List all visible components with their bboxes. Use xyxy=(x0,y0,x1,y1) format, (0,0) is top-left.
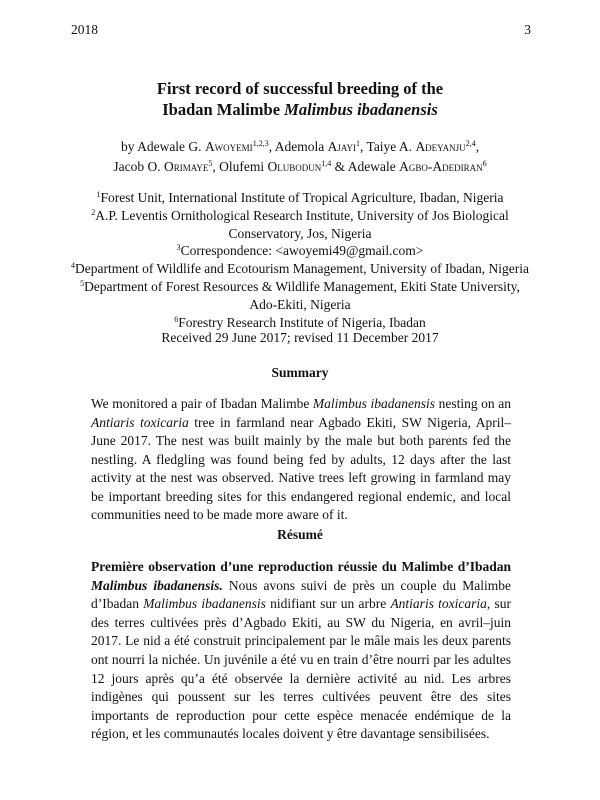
summary-paragraph: We monitored a pair of Ibadan Malimbe Malimbus ibadanensis nesting on an Antiaris toxicaria tree in farmland near Agbado Ekiti, SW Nigeria, April–June 2017. The nest was built mainly by the male but both parents fed the nestling. A fledgling was found being fed by adults, 12 days after the last activity at the nest was observed. Native trees left growing in farmland may be important breeding sites for this endangered regional endemic, and local communities need to be made more aware of it. xyxy=(91,396,512,522)
species-name: Malimbus ibadanensis xyxy=(284,100,438,119)
title-line-2: Ibadan Malimbe Malimbus ibadanensis xyxy=(162,100,438,119)
title-line-1: First record of successful breeding of the xyxy=(156,79,444,98)
affiliation-1: $^1$Forest Unit, International Institute of Tropical Agriculture, Ibadan, Nigeria xyxy=(96,190,504,205)
paper-title xyxy=(0,78,600,120)
author-1: Adewale G. Awoyemi$^{1,2,3}$ xyxy=(137,139,269,154)
affiliation-3: $^3$Correspondence: <awoyemi49@gmail.com> xyxy=(176,243,424,259)
author-4: Jacob O. Orimaye$^5$ xyxy=(113,159,213,174)
affiliation-5: $^5$Department of Forest Resources & Wildlife Management, Ekiti State University, xyxy=(80,278,520,294)
affiliation-6: $^6$Forestry Research Institute of Nigeria, Ibadan xyxy=(174,314,426,330)
affiliation-5-cont: Ado-Ekiti, Nigeria xyxy=(249,296,351,312)
affiliation-4: $^4$Department of Wildlife and Ecotourism Management, University of Ibadan, Nigeria xyxy=(71,261,529,277)
author-6: Adewale Agbo-Adediran$^6$ xyxy=(347,159,487,174)
author-3: Taiye A. Adeyanju$^{2,4}$ xyxy=(366,139,476,154)
author-line-1: by Adewale G. Awoyemi$^{1,2,3}$, Ademola Ajayi$^1$, Taiye A. Adeyanju$^{2,4}$, xyxy=(120,139,480,154)
author-list xyxy=(0,137,600,177)
header-year: 2018 xyxy=(71,22,98,37)
author-2: Ademola Ajayi$^1$ xyxy=(274,139,360,154)
page-number: 3 xyxy=(524,22,531,37)
author-line-2: Jacob O. Orimaye$^5$, Olufemi Olubodun$^{1,4}$ & Adewale Agbo-Adediran$^6$ xyxy=(113,159,487,174)
affiliation-2-cont: Conservatory, Jos, Nigeria xyxy=(228,225,372,241)
affiliation-list xyxy=(0,189,600,331)
affiliation-2: $^2$A.P. Leventis Ornithological Research Institute, University of Jos Biological xyxy=(91,207,509,223)
resume-heading: Résumé xyxy=(277,527,323,542)
author-5: Olufemi Olubodun$^{1,4}$ xyxy=(219,159,332,174)
resume-paragraph: Première observation d’une reproduction réussie du Malimbe d’Ibadan Malimbus ibadanensis. Nous avons suivi de près un couple du Malimbe d’Ibadan Malimbus ibadanensis nidifiant sur un arbre Antiaris toxicaria, sur des terres cultivées près d’Agbado Ekiti, au SW du Nigeria, en avril–juin 2017. Le nid a été construit principalement par le mâle mais les deux parents ont nourri la nichée. Un juvénile a été vu en train d’être nourri par les adultes 12 jours après qu’a été observée la dernière activité au nid. Les arbres indigènes qui poussent sur les terres cultivées peuvent être des sites importants de reproduction pour cette espèce menacée endémique de la région, et les communautés locales doivent y être davantage sensibilisées. xyxy=(91,559,511,742)
summary-heading: Summary xyxy=(271,365,329,380)
received-dates: Received 29 June 2017; revised 11 December 2017 xyxy=(161,330,439,345)
